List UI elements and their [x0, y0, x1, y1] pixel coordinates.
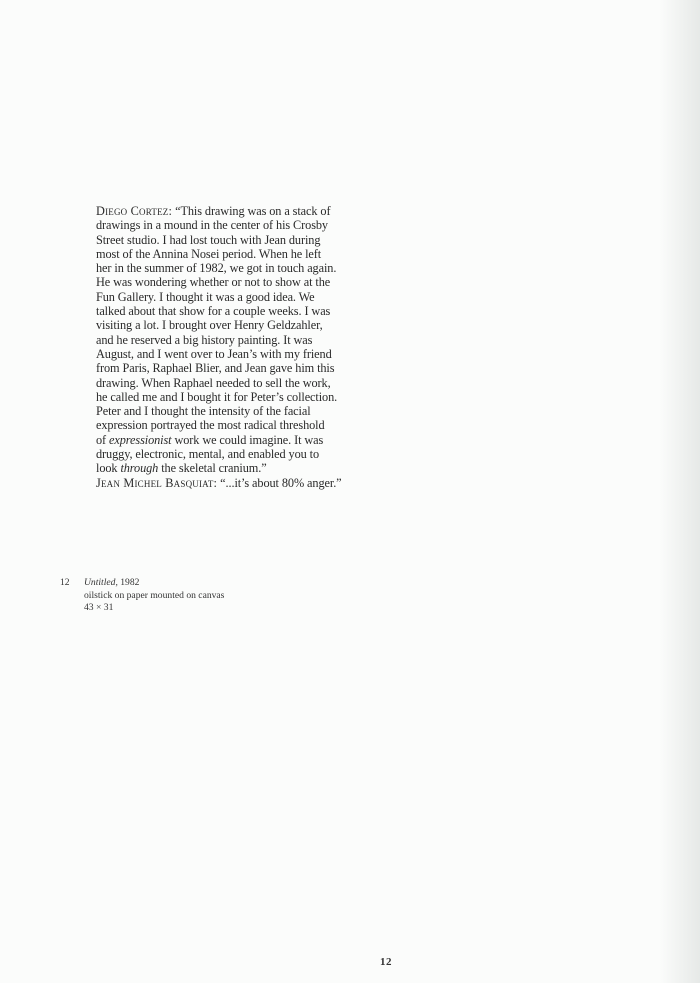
quote-line: expression portrayed the most radical threshold [96, 418, 325, 433]
artwork-dimensions: 43 × 31 [84, 602, 114, 613]
quote-line: talked about that show for a couple weeks. I was [96, 304, 331, 319]
quote-line: druggy, electronic, mental, and enabled you to [96, 447, 320, 462]
quote-line: Fun Gallery. I thought it was a good idea. We [96, 289, 315, 304]
italic-term: expressionist [109, 432, 172, 447]
quote-line: Diego Cortez: “This drawing was on a stack of [96, 204, 331, 218]
italic-term: through [120, 461, 159, 476]
speaker-name-diego-cortez: Diego Cortez: [96, 204, 173, 218]
quote-line: He was wondering whether or not to show at the [96, 275, 331, 290]
quote-line: look through the skeletal cranium.” [96, 461, 267, 476]
quote-line: of expressionist work we could imagine. It was [96, 432, 324, 447]
quote-line: drawings in a mound in the center of his Crosby [96, 218, 328, 233]
artwork-title-line [84, 577, 224, 590]
speaker-name-basquiat: Jean Michel Basquiat: [96, 475, 218, 490]
plate-number: 12 [60, 577, 70, 588]
page-edge-shade [660, 0, 700, 983]
quote-line: from Paris, Raphael Blier, and Jean gave him this [96, 361, 335, 376]
quote-text-block [96, 204, 396, 490]
artwork-medium: oilstick on paper mounted on canvas [84, 589, 225, 601]
quote-line: he called me and I bought it for Peter’s collection. [96, 389, 338, 404]
quote-line: her in the summer of 1982, we got in touch again. [96, 261, 337, 276]
artwork-year: 1982 [117, 577, 140, 588]
quote-line: Street studio. I had lost touch with Jean during [96, 232, 321, 247]
quote-line: visiting a lot. I brought over Henry Geldzahler, [96, 318, 323, 333]
quote-line: Peter and I thought the intensity of the facial [96, 404, 311, 419]
quote-line: most of the Annina Nosei period. When he left [96, 246, 322, 261]
artwork-title: Untitled, [84, 577, 118, 588]
quote-line: Jean Michel Basquiat: “...it’s about 80% anger.” [96, 475, 342, 490]
quote-line: August, and I went over to Jean’s with my friend [96, 346, 332, 361]
quote-line: drawing. When Raphael needed to sell the work, [96, 375, 331, 390]
page-number: 12 [380, 956, 392, 968]
quote-line: and he reserved a big history painting. It was [96, 332, 313, 347]
